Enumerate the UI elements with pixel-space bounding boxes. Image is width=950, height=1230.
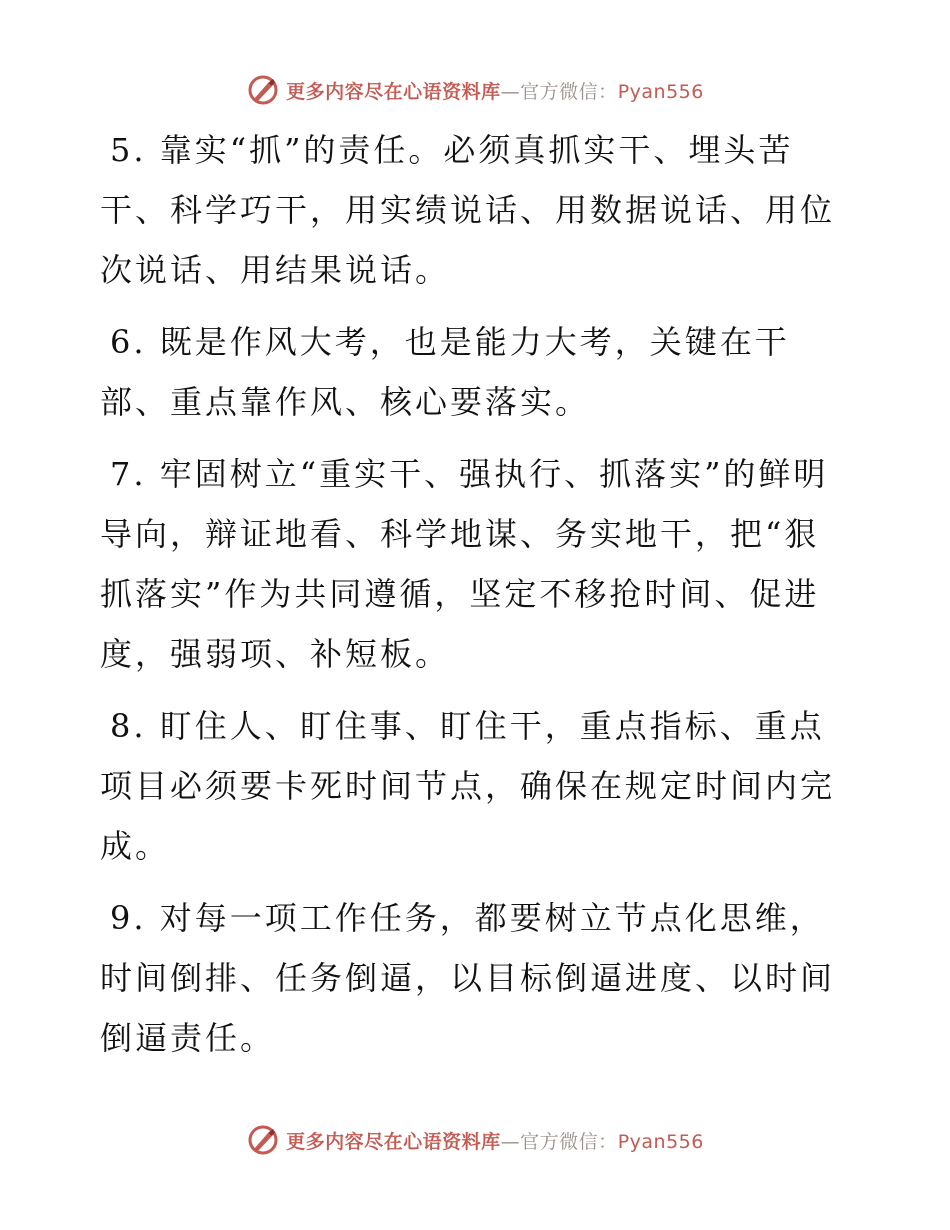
paragraph-9: 9. 对每一项工作任务，都要树立节点化思维，时间倒排、任务倒逼，以目标倒逼进度、以时间倒逼责任。	[100, 899, 836, 1057]
paragraph-7: 7. 牢固树立“重实干、强执行、抓落实”的鲜明导向，辩证地看、科学地谋、务实地干，把“狠抓落实”作为共同遵循，坚定不移抢时间、促进度，强弱项、补短板。	[100, 455, 829, 673]
paragraph-5: 5. 靠实“抓”的责任。必须真抓实干、埋头苦干、科学巧干，用实绩说话、用数据说话、用位次说话、用结果说话。	[100, 131, 836, 289]
pen-logo-icon	[246, 73, 280, 107]
footer-watermark	[0, 1120, 950, 1160]
paragraph-8: 8. 盯住人、盯住事、盯住干，重点指标、重点项目必须要卡死时间节点，确保在规定时间内完成。	[100, 707, 836, 865]
document-body	[100, 120, 850, 1080]
header-watermark	[0, 70, 950, 110]
watermark-text: 更多内容尽在心语资料库—官方微信：Pyan556	[286, 1130, 704, 1153]
paragraph-6: 6. 既是作风大考，也是能力大考，关键在干部、重点靠作风、核心要落实。	[100, 323, 790, 421]
watermark-text: 更多内容尽在心语资料库—官方微信：Pyan556	[286, 80, 704, 103]
pen-logo-icon	[246, 1123, 280, 1157]
